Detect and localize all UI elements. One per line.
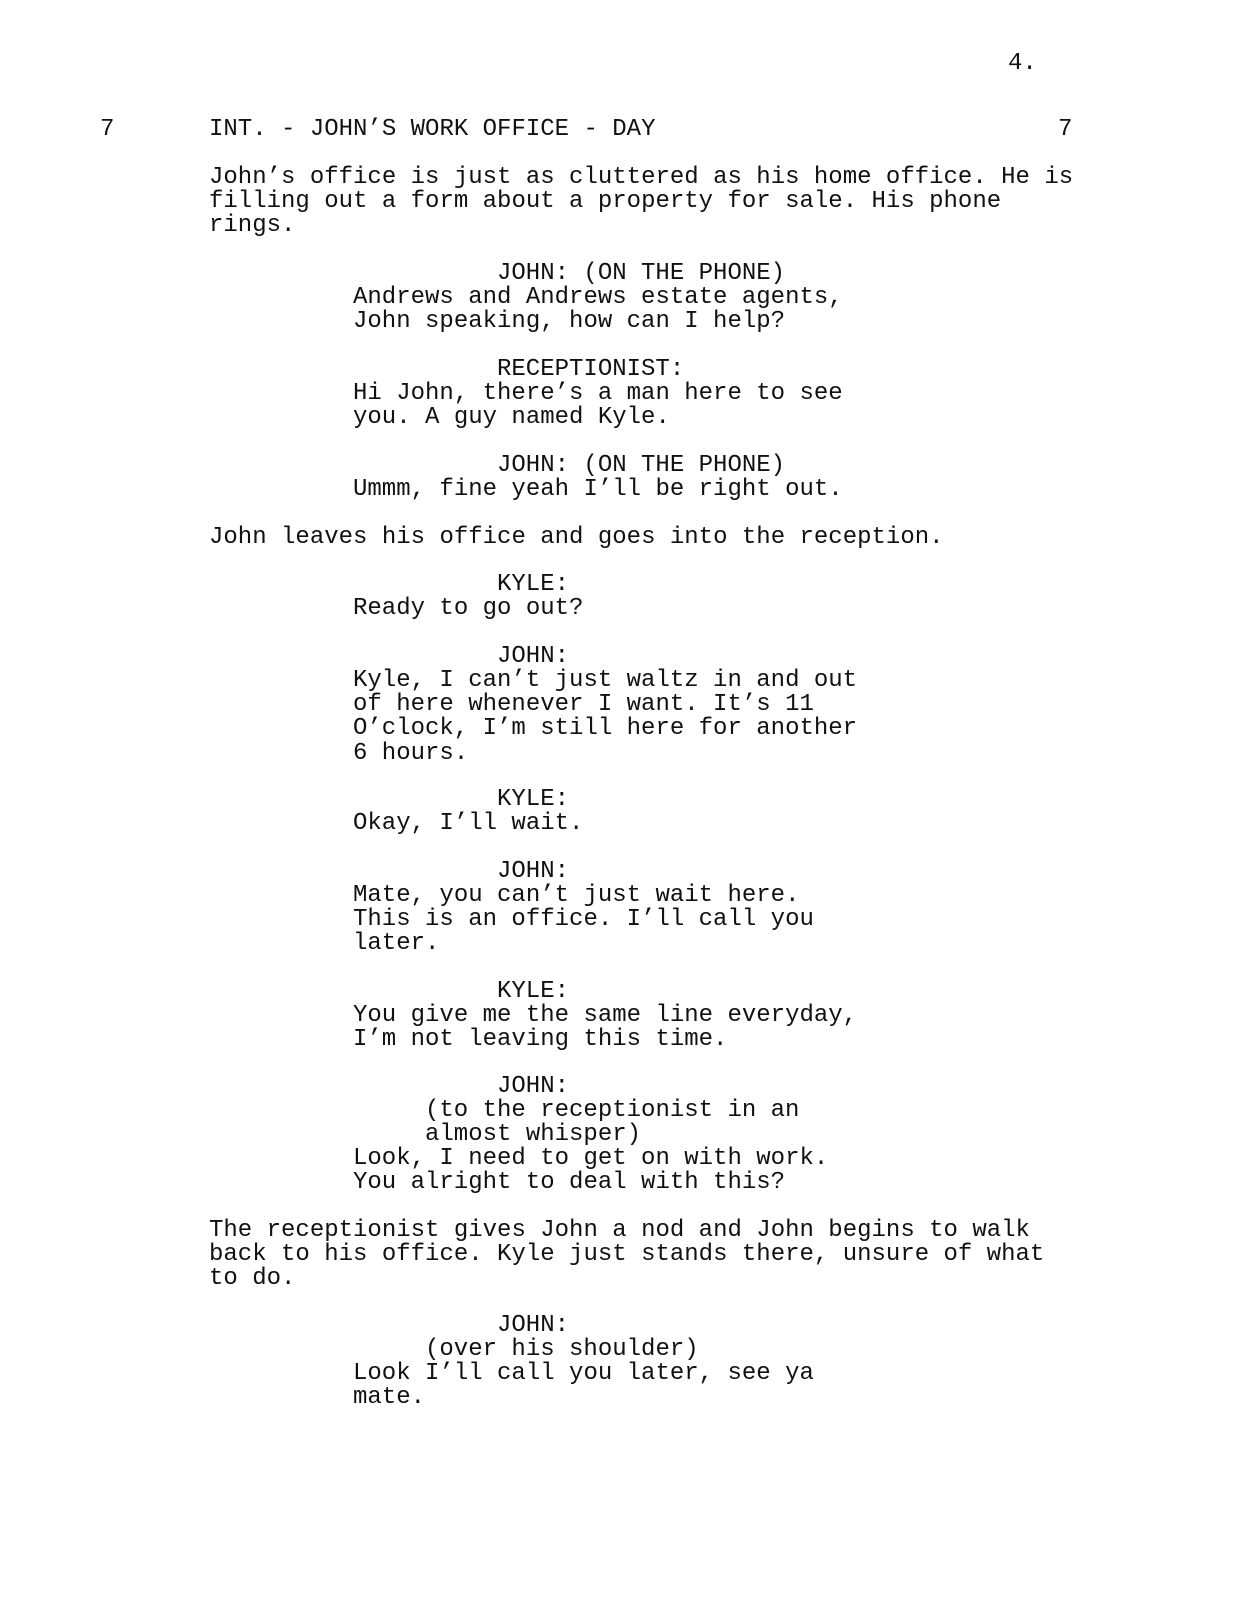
action-paragraph: John’s office is just as cluttered as his home office. He is filling out a form about a property for sale. His phone rings. bbox=[209, 164, 1074, 240]
character-name: JOHN: (ON THE PHONE) bbox=[497, 260, 786, 287]
character-name: JOHN: (ON THE PHONE) bbox=[497, 452, 786, 479]
character-name: RECEPTIONIST: bbox=[497, 356, 685, 383]
character-name: KYLE: bbox=[497, 571, 570, 598]
scene-number-left: 7 bbox=[100, 116, 115, 143]
dialogue: Hi John, there’s a man here to see you. A guy named Kyle. bbox=[353, 380, 843, 432]
character-name: KYLE: bbox=[497, 978, 570, 1005]
dialogue: Ready to go out? bbox=[353, 595, 584, 622]
character-name: JOHN: bbox=[497, 1312, 570, 1339]
character-name: JOHN: bbox=[497, 1073, 570, 1100]
dialogue: Look I’ll call you later, see ya mate. bbox=[353, 1360, 814, 1412]
scene-number-right: 7 bbox=[1058, 116, 1073, 143]
dialogue: Andrews and Andrews estate agents, John speaking, how can I help? bbox=[353, 284, 843, 336]
character-name: JOHN: bbox=[497, 643, 570, 670]
dialogue: Ummm, fine yeah I’ll be right out. bbox=[353, 476, 843, 503]
action-paragraph: John leaves his office and goes into the reception. bbox=[209, 524, 944, 551]
dialogue: Kyle, I can’t just waltz in and out of here whenever I want. It’s 11 O’clock, I’m still here for another 6 hours. bbox=[353, 667, 858, 767]
parenthetical: (to the receptionist in an almost whisper) bbox=[425, 1097, 800, 1149]
page-number: 4. bbox=[1008, 50, 1037, 77]
action-paragraph: The receptionist gives John a nod and John begins to walk back to his office. Kyle just stands there, unsure of what to do. bbox=[209, 1217, 1045, 1293]
dialogue: Okay, I’ll wait. bbox=[353, 810, 584, 837]
dialogue: Mate, you can’t just wait here. This is an office. I’ll call you later. bbox=[353, 882, 814, 958]
dialogue: You give me the same line everyday, I’m not leaving this time. bbox=[353, 1002, 858, 1054]
dialogue: Look, I need to get on with work. You alright to deal with this? bbox=[353, 1145, 829, 1197]
parenthetical: (over his shoulder) bbox=[425, 1336, 699, 1363]
character-name: JOHN: bbox=[497, 858, 570, 885]
scene-heading: INT. - JOHN’S WORK OFFICE - DAY bbox=[209, 116, 656, 143]
character-name: KYLE: bbox=[497, 786, 570, 813]
